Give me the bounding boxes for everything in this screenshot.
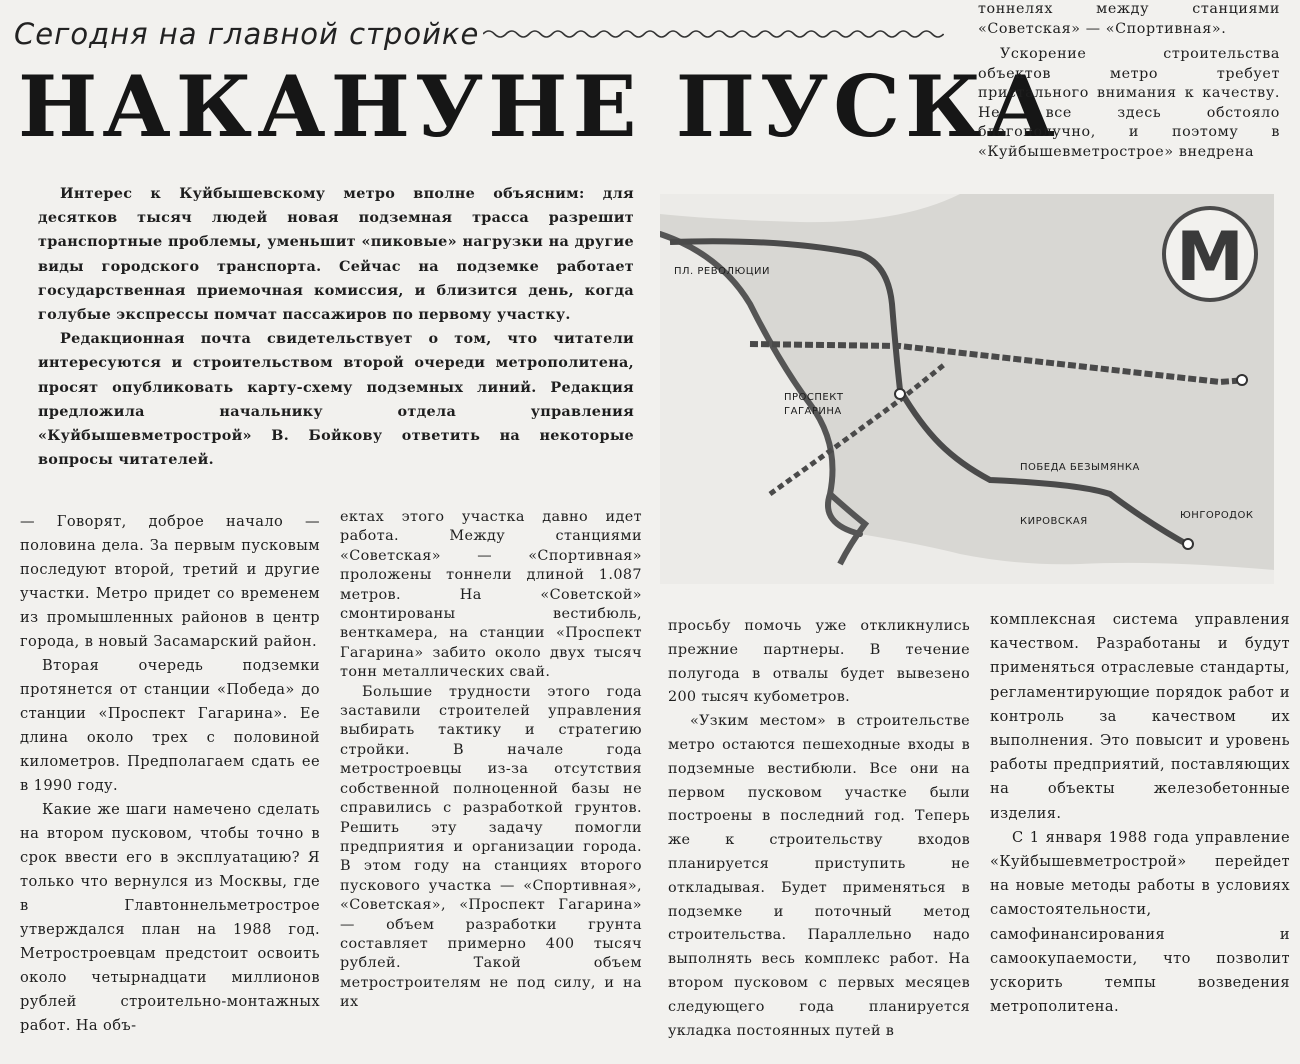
map-label-gagarina: ПРОСПЕКТ (784, 392, 844, 403)
paragraph: ектах этого участка давно идет работа. Между станциями «Советская» — «Спортивная» проложены тоннели длиной 1.087 метров. На «Советской» смонтированы вестибюль, венткамера, на станции «Проспект Гагарина» забито около двух тысяч тонн металлических свай. (340, 509, 642, 681)
paragraph: Ускорение строительства объектов метро требует пристального внимания к качеству. Не все здесь обстояло благополучно, и поэтому в «Куйбышевметрострое» внедрена (978, 46, 1280, 160)
top-right-column (978, 0, 1280, 162)
kicker-text: Сегодня на главной стройке (14, 17, 480, 51)
metro-map-svg (660, 194, 1274, 584)
map-terminal-station (1183, 539, 1193, 549)
map-label-yungorodok: ЮНГОРОДОК (1180, 510, 1254, 521)
map-label-revolution: ПЛ. РЕВОЛЮЦИИ (674, 266, 771, 277)
map-label-kirovskaya: КИРОВСКАЯ (1020, 516, 1088, 527)
paragraph: комплексная система управления качеством. Разработаны и будут применяться отраслевые стандарты, регламентирующие порядок работ и контроль за качеством их выполнения. Это повысит и уровень работы предприятий, поставляющих на объекты железобетонные изделия. (990, 611, 1290, 822)
map-label-gagarina: ГАГАРИНА (784, 406, 842, 417)
metro-logo-letter: М (1176, 218, 1244, 297)
intro-lede (38, 182, 634, 490)
paragraph: «Узким местом» в строительстве метро остаются пешеходные входы в подземные вестибюли. Все они на первом пусковом участке были построены в последний год. Теперь же к строительству входов планируется приступить не откладывая. Будет применяться в подземке и поточный метод строительства. Параллельно надо выполнять весь комплекс работ. На втором пусковом с первых месяцев следующего года планируется укладка постоянных путей в (668, 713, 970, 1039)
map-label-pobeda: ПОБЕДА БЕЗЫМЯНКА (1020, 462, 1140, 473)
paragraph: просьбу помочь уже откликнулись прежние партнеры. В течение полугода в отвалы будет вывезено 200 тысяч кубометров. (668, 618, 970, 706)
column-4 (990, 608, 1290, 1064)
column-2 (340, 508, 642, 1064)
paragraph: Большие трудности этого года заставили строителей управления выбирать тактику и стратегию стройки. В начале года метростроевцы из-за отсутствия собственной полноценной базы не справились с разработкой грунтов. Решить эту задачу помогли предприятия и организации города. В этом году на станциях второго пускового участка — «Спортивная», «Советская», «Проспект Гагарина» — объем разработки грунта составляет примерно 400 тысяч рублей. Такой объем метростроителям не под силу, и на их (340, 683, 642, 1011)
paragraph: тоннелях между станциями «Советская» — «Спортивная». (978, 1, 1280, 37)
kicker-line (14, 14, 944, 54)
paragraph: Интерес к Куйбышевскому метро вполне объясним: для десятков тысяч людей новая подземная трасса разрешит транспортные проблемы, уменьшит «пиковые» нагрузки на другие виды городского транспорта. Сейчас на подземке работает государственная приемочная комиссия, и близится день, когда голубые экспрессы помчат пассажиров по первому участку. (38, 185, 634, 324)
paragraph: Вторая очередь подземки протянется от станции «Победа» до станции «Проспект Гагарина». Ее длина около трех с половиной километров. Предполагаем сдать ее в 1990 году. (20, 657, 320, 794)
column-1 (20, 510, 320, 1064)
paragraph: Редакционная почта свидетельствует о том, что читатели интересуются и строительством второй очереди метрополитена, просят опубликовать карту-схему подземных линий. Редакция предложила начальнику отдела управления «Куйбышевметрострой» В. Бойкову ответить на некоторые вопросы читателей. (38, 330, 634, 469)
headline: НАКАНУНЕ ПУСКА (18, 57, 1060, 156)
map-transfer-station (895, 389, 905, 399)
paragraph: С 1 января 1988 года управление «Куйбышевметрострой» перейдет на новые методы работы в условиях самостоятельности, самофинансирования и самоокупаемости, что позволит ускорить темпы возведения метрополитена. (990, 828, 1290, 1016)
metro-map (660, 194, 1274, 584)
paragraph: — Говорят, доброе начало — половина дела. За первым пусковым последуют второй, третий и другие участки. Метро придет со временем из промышленных районов в центр города, в новый Засамарский район. (20, 513, 320, 650)
column-3 (668, 615, 970, 1064)
wavy-rule (483, 24, 944, 44)
paragraph: Какие же шаги намечено сделать на втором пусковом, чтобы точно в срок ввести его в эксплуатацию? Я только что вернулся из Москвы, где в Главтоннельметрострое утверждался план на 1988 год. Метростроевцам предстоит освоить около четырнадцати миллионов рублей строительно-монтажных работ. На объ- (20, 801, 320, 1034)
map-terminal-station (1237, 375, 1247, 385)
